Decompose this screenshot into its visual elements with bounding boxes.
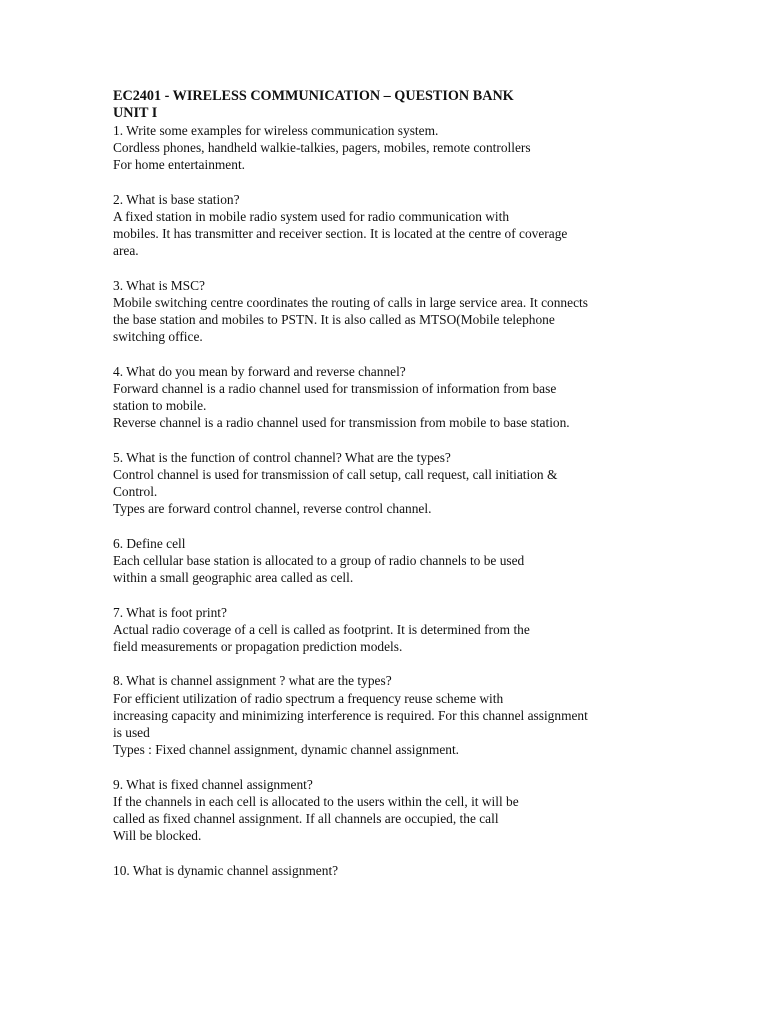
answer-8-line-1: For efficient utilization of radio spectrum a frequency reuse scheme with — [113, 690, 504, 706]
answer-3-line-3: switching office. — [113, 329, 203, 345]
answer-8-line-4: Types : Fixed channel assignment, dynamic channel assignment. — [113, 742, 460, 758]
answer-2-line-1: A fixed station in mobile radio system used for radio communication with — [113, 209, 510, 224]
answer-3-line-1: Mobile switching centre coordinates the routing of calls in large service area. It connects — [113, 295, 588, 310]
qa-item-9 — [113, 776, 653, 845]
question-8: 8. What is channel assignment ? what are the types? — [113, 673, 392, 689]
qa-item-5 — [113, 449, 653, 518]
answer-4-line-3: Reverse channel is a radio channel used for transmission from mobile to base station. — [113, 415, 570, 431]
qa-item-8 — [113, 672, 653, 758]
qa-item-10 — [113, 862, 653, 879]
unit-heading: UNIT I — [113, 105, 158, 121]
question-1: 1. Write some examples for wireless communication system. — [113, 123, 439, 138]
document-title: EC2401 - WIRELESS COMMUNICATION – QUESTION BANK — [113, 88, 514, 104]
question-3: 3. What is MSC? — [113, 277, 206, 293]
qa-item-6 — [113, 535, 653, 587]
answer-5-line-2: Control. — [113, 484, 158, 500]
qa-item-1 — [113, 122, 653, 174]
answer-1-line-2: For home entertainment. — [113, 157, 246, 173]
answer-5-line-1: Control channel is used for transmission of call setup, call request, call initiation & — [113, 467, 558, 482]
qa-item-2 — [113, 191, 653, 260]
answer-2-line-3: area. — [113, 243, 139, 259]
answer-8-line-3: is used — [113, 725, 150, 740]
question-2: 2. What is base station? — [113, 191, 240, 207]
question-5: 5. What is the function of control channel? What are the types? — [113, 449, 451, 465]
question-7: 7. What is foot print? — [113, 604, 227, 620]
document-page — [113, 88, 653, 896]
answer-6-line-1: Each cellular base station is allocated to a group of radio channels to be used — [113, 553, 525, 568]
answer-1-line-1: Cordless phones, handheld walkie-talkies, pagers, mobiles, remote controllers — [113, 140, 531, 156]
question-10: 10. What is dynamic channel assignment? — [113, 862, 339, 878]
answer-5-line-3: Types are forward control channel, reverse control channel. — [113, 501, 432, 517]
answer-9-line-1: If the channels in each cell is allocated to the users within the cell, it will be — [113, 793, 519, 809]
answer-9-line-2: called as fixed channel assignment. If all channels are occupied, the call — [113, 811, 499, 826]
answer-6-line-2: within a small geographic area called as cell. — [113, 570, 354, 586]
qa-item-7 — [113, 604, 653, 656]
question-4: 4. What do you mean by forward and reverse channel? — [113, 363, 406, 379]
question-6: 6. Define cell — [113, 535, 186, 551]
answer-7-line-2: field measurements or propagation prediction models. — [113, 639, 403, 654]
answer-3-line-2: the base station and mobiles to PSTN. It is also called as MTSO(Mobile telephone — [113, 312, 555, 328]
answer-2-line-2: mobiles. It has transmitter and receiver section. It is located at the centre of coverage — [113, 226, 568, 242]
answer-4-line-2: station to mobile. — [113, 398, 207, 414]
answer-8-line-2: increasing capacity and minimizing interference is required. For this channel assignment — [113, 707, 588, 723]
qa-item-4 — [113, 363, 653, 432]
question-9: 9. What is fixed channel assignment? — [113, 776, 313, 792]
qa-item-3 — [113, 277, 653, 346]
answer-9-line-3: Will be blocked. — [113, 828, 202, 844]
answer-7-line-1: Actual radio coverage of a cell is called as footprint. It is determined from the — [113, 621, 530, 637]
answer-4-line-1: Forward channel is a radio channel used for transmission of information from base — [113, 381, 557, 396]
